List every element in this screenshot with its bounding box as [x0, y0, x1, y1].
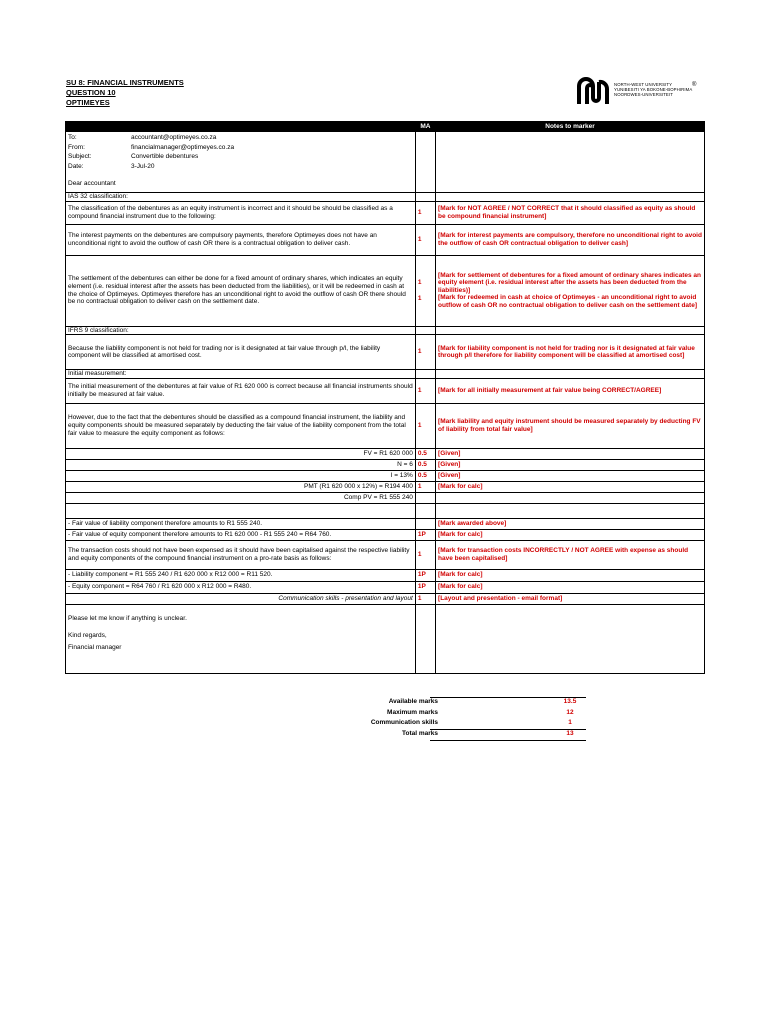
header-notes: Notes to marker — [436, 122, 705, 132]
table-header — [66, 122, 705, 132]
row-transaction-costs: The transaction costs should not have been expensed as it should have been capitalised against the respective liability and equity components of the compound financial instrument on a pro-rate basis as follows: 1 [Mark for transaction costs INCORRECTLY / NOT AGREE with expense as should have been capitalised] — [66, 540, 705, 569]
row-equity-fv: - Fair value of equity component therefore amounts to R1 620 000 - R1 555 240 = R64 760. 1P [Mark for calc] — [66, 529, 705, 540]
calc-row-pv: Comp PV = R1 555 240 — [66, 492, 705, 503]
row-settlement: The settlement of the debentures can either be done for a fixed amount of ordinary shares, which indicates an equity element (i.e. residual interest after the assets has been deducted from the liabilities), or it will be redeemed in cash at the choice of Optimeyes. Optimeyes therefore has an unconditional right to avoid the outflow of cash OR there should be no contractual obligation to deliver cash on the settlement date. 1 1 [Mark for settlement of debentures for a fixed amount of ordinary shares indicates an equity element (i.e. residual interest after the assets has been deducted from the liabilities)] [Mark for redeemed in cash at choice of Optimeyes - an unconditional right to avoid outflow of cash OR no contractual obligation to deliver cash on the settlement date] — [66, 255, 705, 326]
row-equity-component: - Equity component = R64 760 / R1 620 000 x R12 000 = R480. 1P [Mark for calc] — [66, 581, 705, 593]
calc-row-pmt: PMT (R1 620 000 x 12%) = R194 400 1 [Mark for calc] — [66, 481, 705, 492]
row-separate-measurement: However, due to the fact that the debentures should be classified as a compound financial instrument, the liability and equity components should be measured separately by deducting the fair value of the liability component from the total fair value to measure the equity component as follows: 1 [Mark liability and equity instrument should be measured separately by deducting FV of liability from total fair value] — [66, 403, 705, 448]
sign-off: Kind regards, — [68, 632, 107, 640]
row-liability-fv: - Fair value of liability component therefore amounts to R1 555 240. [Mark awarded above] — [66, 518, 705, 529]
row-closing — [66, 604, 705, 673]
section-ias32: IAS 32 classification: — [66, 193, 705, 202]
summary-maximum: Maximum marks 12 — [387, 708, 574, 716]
university-logo — [576, 76, 706, 108]
signatory: Financial manager — [68, 643, 122, 651]
email-header-row — [66, 132, 705, 193]
nwu-logo-icon — [576, 76, 610, 108]
calc-row-i: I = 13% 0.5 [Given] — [66, 470, 705, 481]
row-fair-value: The initial measurement of the debentures at fair value of R1 620 000 is correct because all financial instruments should initially be measured at fair value. 1 [Mark for all initially measurement at fair value being CORRECT/AGREE] — [66, 378, 705, 403]
calc-row-fv: FV = R1 620 000 0.5 [Given] — [66, 448, 705, 459]
calc-row-n: N = 6 0.5 [Given] — [66, 459, 705, 470]
summary-communication: Communication skills 1 — [370, 719, 572, 726]
marks-summary — [66, 697, 706, 739]
company-name: OPTIMEYES — [66, 98, 110, 107]
summary-bottom-line — [430, 740, 586, 741]
row-liability-component: - Liability component = R1 555 240 / R1 620 000 x R12 000 = R11 520. 1P [Mark for calc] — [66, 569, 705, 581]
registered-mark: ® — [692, 82, 697, 88]
spacer-row — [66, 503, 705, 518]
email-header: To: accountant@optimeyes.co.za From: financialmanager@optimeyes.co.za Subject: Convertible debentures Date: 3-Jul-20 Dear accountant — [66, 132, 416, 193]
row-communication: Communication skills - presentation and layout 1 [Layout and presentation - email format] — [66, 593, 705, 604]
header-blank — [66, 122, 416, 132]
question-number: QUESTION 10 — [66, 88, 116, 97]
row-classification: The classification of the debentures as an equity instrument is incorrect and it should be should be classified as a compound financial instrument due to the following: 1 [Mark for NOT AGREE / NOT CORRECT that it should classified as equity as should be compound financial instrument] — [66, 201, 705, 224]
closing-line: Please let me know if anything is unclear. — [68, 614, 187, 622]
section-initial-measurement: Initial measurement: — [66, 370, 705, 379]
summary-available: Available marks 13.5 — [388, 698, 577, 705]
section-ifrs9: IFRS 9 classification: — [66, 326, 705, 335]
summary-total: Total marks 13 — [401, 729, 574, 737]
summary-mid-line — [430, 729, 586, 730]
header-ma: MA — [415, 122, 435, 132]
doc-title: SU 8: FINANCIAL INSTRUMENTS — [66, 78, 184, 87]
row-amortised-cost: Because the liability component is not held for trading nor is it designated at fair value through p/l, the liability component will be classified at amortised cost. 1 [Mark for liability component is not held for trading nor is it designated at fair value through p/l therefore for liability component will be classified at amortised cost] — [66, 335, 705, 370]
logo-text: NORTH-WEST UNIVERSITY YUNIBESITI YA BOKONE-BOPHIRIMA NOORDWES-UNIVERSITEIT — [614, 82, 693, 98]
marking-table — [65, 121, 705, 674]
row-interest: The interest payments on the debentures are compulsory payments, therefore Optimeyes does not have an unconditional right to avoid the outflow of cash OR there is a contractual obligation to deliver cash. 1 [Mark for interest payments are compulsory, therefore no unconditional right to avoid the outflow of cash OR contractual obligation to deliver cash] — [66, 224, 705, 255]
